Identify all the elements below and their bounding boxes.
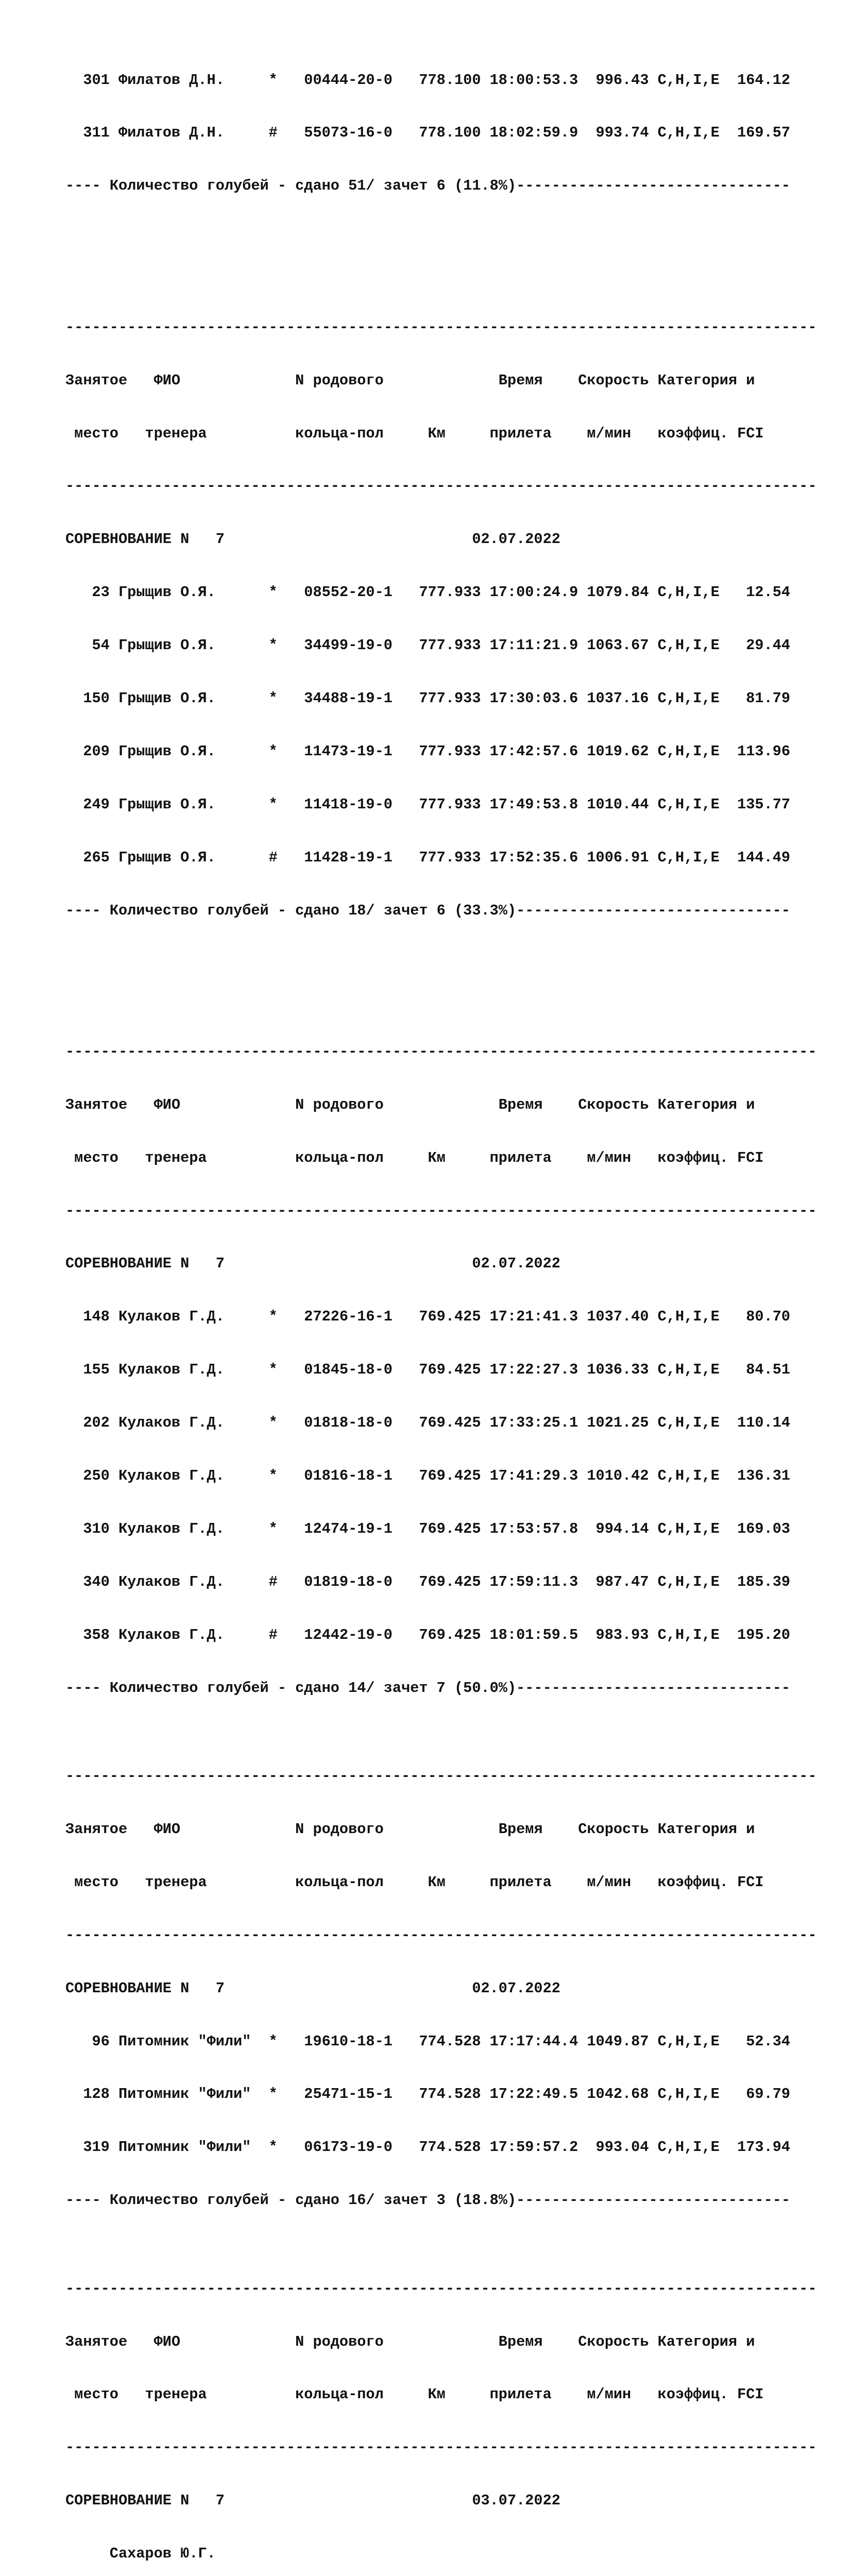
table-row: 96 Питомник "Фили" * 19610-18-1 774.528 17:17:44.4 1049.87 C,H,I,E 52.34 <box>65 2032 791 2050</box>
table-row: 249 Грыщив О.Я. * 11418-19-0 777.933 17:49:53.8 1010.44 C,H,I,E 135.77 <box>65 795 791 813</box>
table-row: 23 Грыщив О.Я. * 08552-20-1 777.933 17:00:24.9 1079.84 C,H,I,E 12.54 <box>65 584 791 601</box>
table-row: 311 Филатов Д.Н. # 55073-16-0 778.100 18:02:59.9 993.74 C,H,I,E 169.57 <box>65 124 791 142</box>
table-row: 358 Кулаков Г.Д. # 12442-19-0 769.425 18:01:59.5 983.93 C,H,I,E 195.20 <box>65 1626 791 1643</box>
blank-gap <box>65 990 817 1008</box>
competition-title: СОРЕВНОВАНИЕ N 7 02.07.2022 <box>65 1979 560 1997</box>
competition-title: СОРЕВНОВАНИЕ N 7 03.07.2022 <box>65 2492 560 2510</box>
blank-gap <box>65 266 817 283</box>
summary-line: ---- Количество голубей - сдано 18/ зачет 6 (33.3%)------------------------------- <box>65 902 791 919</box>
table-row: Сахаров Ю.Г. <box>65 2545 216 2563</box>
table-row: 155 Кулаков Г.Д. * 01845-18-0 769.425 17:22:27.3 1036.33 C,H,I,E 84.51 <box>65 1361 791 1379</box>
table-row: 340 Кулаков Г.Д. # 01819-18-0 769.425 17:59:11.3 987.47 C,H,I,E 185.39 <box>65 1573 791 1590</box>
summary-line: ---- Количество голубей - сдано 51/ зачет 6 (11.8%)------------------------------- <box>65 177 791 195</box>
summary-line: ---- Количество голубей - сдано 16/ зачет 3 (18.8%)------------------------------- <box>65 2192 791 2209</box>
separator-line: ------------------------------------------------------------------------------------- <box>65 1768 817 1785</box>
table-row: 319 Питомник "Фили" * 06173-19-0 774.528 17:59:57.2 993.04 C,H,I,E 173.94 <box>65 2139 791 2156</box>
table-row: 250 Кулаков Г.Д. * 01816-18-1 769.425 17:41:29.3 1010.42 C,H,I,E 136.31 <box>65 1467 791 1485</box>
table-header-line-1: Занятое ФИО N родового Время Скорость Категория и <box>65 1820 755 1838</box>
table-header-line-2: место тренера кольца-пол Км прилета м/мин коэффиц. FCI <box>65 1873 764 1891</box>
separator-line: ------------------------------------------------------------------------------------- <box>65 1926 817 1944</box>
separator-line: ------------------------------------------------------------------------------------- <box>65 2439 817 2456</box>
table-row: 148 Кулаков Г.Д. * 27226-16-1 769.425 17:21:41.3 1037.40 C,H,I,E 80.70 <box>65 1308 791 1326</box>
table-row: 310 Кулаков Г.Д. * 12474-19-1 769.425 17:53:57.8 994.14 C,H,I,E 169.03 <box>65 1520 791 1537</box>
competition-title: СОРЕВНОВАНИЕ N 7 02.07.2022 <box>65 1255 560 1273</box>
table-row: 301 Филатов Д.Н. * 00444-20-0 778.100 18:00:53.3 996.43 C,H,I,E 164.12 <box>65 71 791 89</box>
results-document <box>65 36 817 2576</box>
table-header-line-2: место тренера кольца-пол Км прилета м/мин коэффиц. FCI <box>65 425 764 442</box>
separator-line: ------------------------------------------------------------------------------------- <box>65 318 817 336</box>
table-header-line-2: место тренера кольца-пол Км прилета м/мин коэффиц. FCI <box>65 1149 764 1166</box>
table-header-line-1: Занятое ФИО N родового Время Скорость Категория и <box>65 1096 755 1113</box>
separator-line: ------------------------------------------------------------------------------------- <box>65 478 817 495</box>
table-row: 54 Грыщив О.Я. * 34499-19-0 777.933 17:11:21.9 1063.67 C,H,I,E 29.44 <box>65 637 791 654</box>
separator-line: ------------------------------------------------------------------------------------- <box>65 2280 817 2297</box>
table-row: 265 Грыщив О.Я. # 11428-19-1 777.933 17:52:35.6 1006.91 C,H,I,E 144.49 <box>65 849 791 866</box>
table-row: 202 Кулаков Г.Д. * 01818-18-0 769.425 17:33:25.1 1021.25 C,H,I,E 110.14 <box>65 1414 791 1432</box>
separator-line: ------------------------------------------------------------------------------------- <box>65 1043 817 1060</box>
table-header-line-1: Занятое ФИО N родового Время Скорость Категория и <box>65 371 755 389</box>
summary-line: ---- Количество голубей - сдано 14/ зачет 7 (50.0%)------------------------------- <box>65 1679 791 1697</box>
table-row: 150 Грыщив О.Я. * 34488-19-1 777.933 17:30:03.6 1037.16 C,H,I,E 81.79 <box>65 689 791 707</box>
separator-line: ------------------------------------------------------------------------------------- <box>65 1202 817 1219</box>
table-header-line-1: Занятое ФИО N родового Время Скорость Категория и <box>65 2333 755 2350</box>
table-row: 209 Грыщив О.Я. * 11473-19-1 777.933 17:42:57.6 1019.62 C,H,I,E 113.96 <box>65 742 791 760</box>
competition-title: СОРЕВНОВАНИЕ N 7 02.07.2022 <box>65 531 560 548</box>
table-header-line-2: место тренера кольца-пол Км прилета м/мин коэффиц. FCI <box>65 2386 764 2403</box>
table-row: 128 Питомник "Фили" * 25471-15-1 774.528 17:22:49.5 1042.68 C,H,I,E 69.79 <box>65 2086 791 2103</box>
